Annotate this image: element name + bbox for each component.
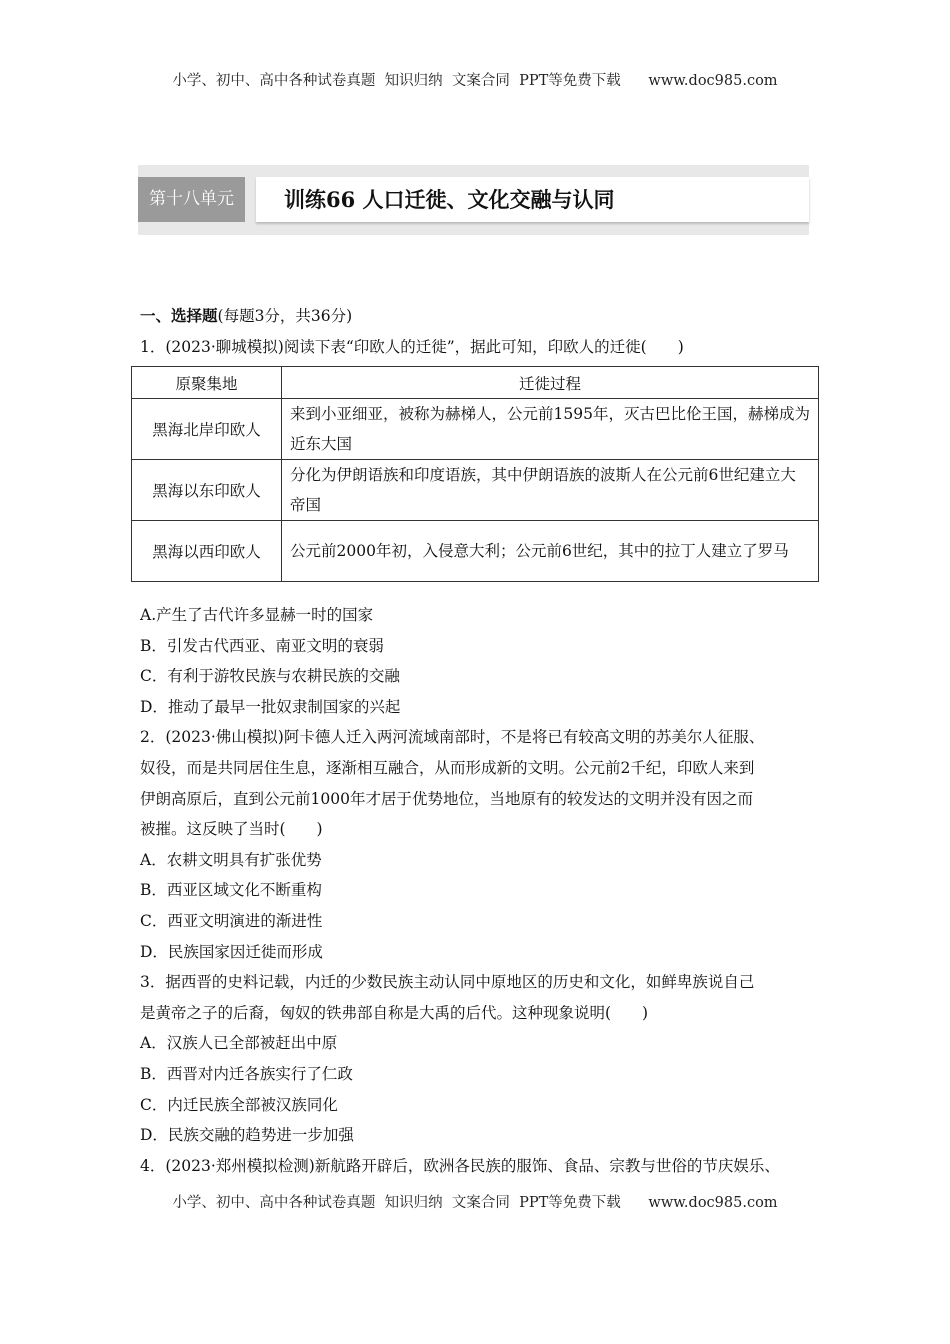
section-heading: [140, 301, 820, 332]
text-line: 奴役，而是共同居住生息，逐渐相互融合，从而形成新的文明。公元前2千纪，印欧人来到: [140, 758, 755, 777]
text-line: B．西亚区域文化不断重构: [140, 881, 322, 900]
page-header: 小学、初中、高中各种试卷真题 知识归纳 文案合同 PPT等免费下载 www.doc985.com: [172, 73, 778, 89]
text-line: A．汉族人已全部被赶出中原: [140, 1034, 338, 1053]
text-line: A.产生了古代许多显赫一时的国家: [140, 606, 374, 624]
unit-label: 第十八单元: [138, 177, 245, 222]
text-line: C．内迁民族全部被汉族同化: [140, 1095, 338, 1114]
section-intro: [140, 301, 820, 362]
text-line: 4．(2023·郑州模拟检测)新航路开辟后，欧洲各民族的服饰、食品、宗教与世俗的节庆娱乐、: [140, 1156, 780, 1175]
text-line: 是黄帝之子的后裔，匈奴的铁弗部自称是大禹的后代。这种现象说明( ): [140, 1003, 649, 1022]
question-text: [140, 600, 830, 1181]
table-cell: 黑海以西印欧人: [132, 521, 282, 582]
table-header: 迁徙过程: [282, 367, 819, 399]
text-line: D．民族国家因迁徙而形成: [140, 942, 323, 961]
page-title: 训练66 人口迁徙、文化交融与认同: [284, 187, 615, 212]
text-line: B．西晋对内迁各族实行了仁政: [140, 1064, 353, 1083]
page-footer: 小学、初中、高中各种试卷真题 知识归纳 文案合同 PPT等免费下载 www.doc985.com: [172, 1195, 778, 1211]
table-cell: 公元前2000年初，入侵意大利；公元前6世纪，其中的拉丁人建立了罗马: [282, 521, 819, 582]
migration-table: [131, 366, 819, 582]
text-line: A．农耕文明具有扩张优势: [140, 850, 322, 869]
table-header: 原聚集地: [132, 367, 282, 399]
table-cell: 黑海以东印欧人: [132, 460, 282, 521]
text-line: 伊朗高原后，直到公元前1000年才居于优势地位，当地原有的较发达的文明并没有因之而: [140, 789, 753, 808]
table-row: [132, 521, 819, 582]
text-line: B．引发古代西亚、南亚文明的衰弱: [140, 636, 384, 655]
text-line: D．民族交融的趋势进一步加强: [140, 1126, 354, 1145]
table-cell: 黑海北岸印欧人: [132, 399, 282, 460]
table-cell: 来到小亚细亚，被称为赫梯人，公元前1595年，灭古巴比伦王国，赫梯成为近东大国: [282, 399, 819, 460]
table-row: [132, 460, 819, 521]
table-row: [132, 399, 819, 460]
section-note: (每题3分，共36分): [217, 307, 353, 325]
question-1-stem: 1．(2023·聊城模拟)阅读下表“印欧人的迁徙”，据此可知，印欧人的迁徙( ): [140, 337, 684, 356]
text-line: C．有利于游牧民族与农耕民族的交融: [140, 667, 400, 686]
title-box: [256, 177, 809, 222]
text-line: 被摧。这反映了当时( ): [140, 820, 323, 839]
text-line: 2．(2023·佛山模拟)阿卡德人迁入两河流域南部时，不是将已有较高文明的苏美尔人征服、: [140, 728, 765, 747]
text-line: C．西亚文明演进的渐进性: [140, 911, 323, 930]
text-line: D．推动了最早一批奴隶制国家的兴起: [140, 697, 401, 716]
section-title: 一、选择题: [140, 306, 218, 325]
table-cell: 分化为伊朗语族和印度语族，其中伊朗语族的波斯人在公元前6世纪建立大帝国: [282, 460, 819, 521]
table-header-row: [132, 367, 819, 399]
text-line: 3．据西晋的史料记载，内迁的少数民族主动认同中原地区的历史和文化，如鲜卑族说自己: [140, 973, 755, 992]
